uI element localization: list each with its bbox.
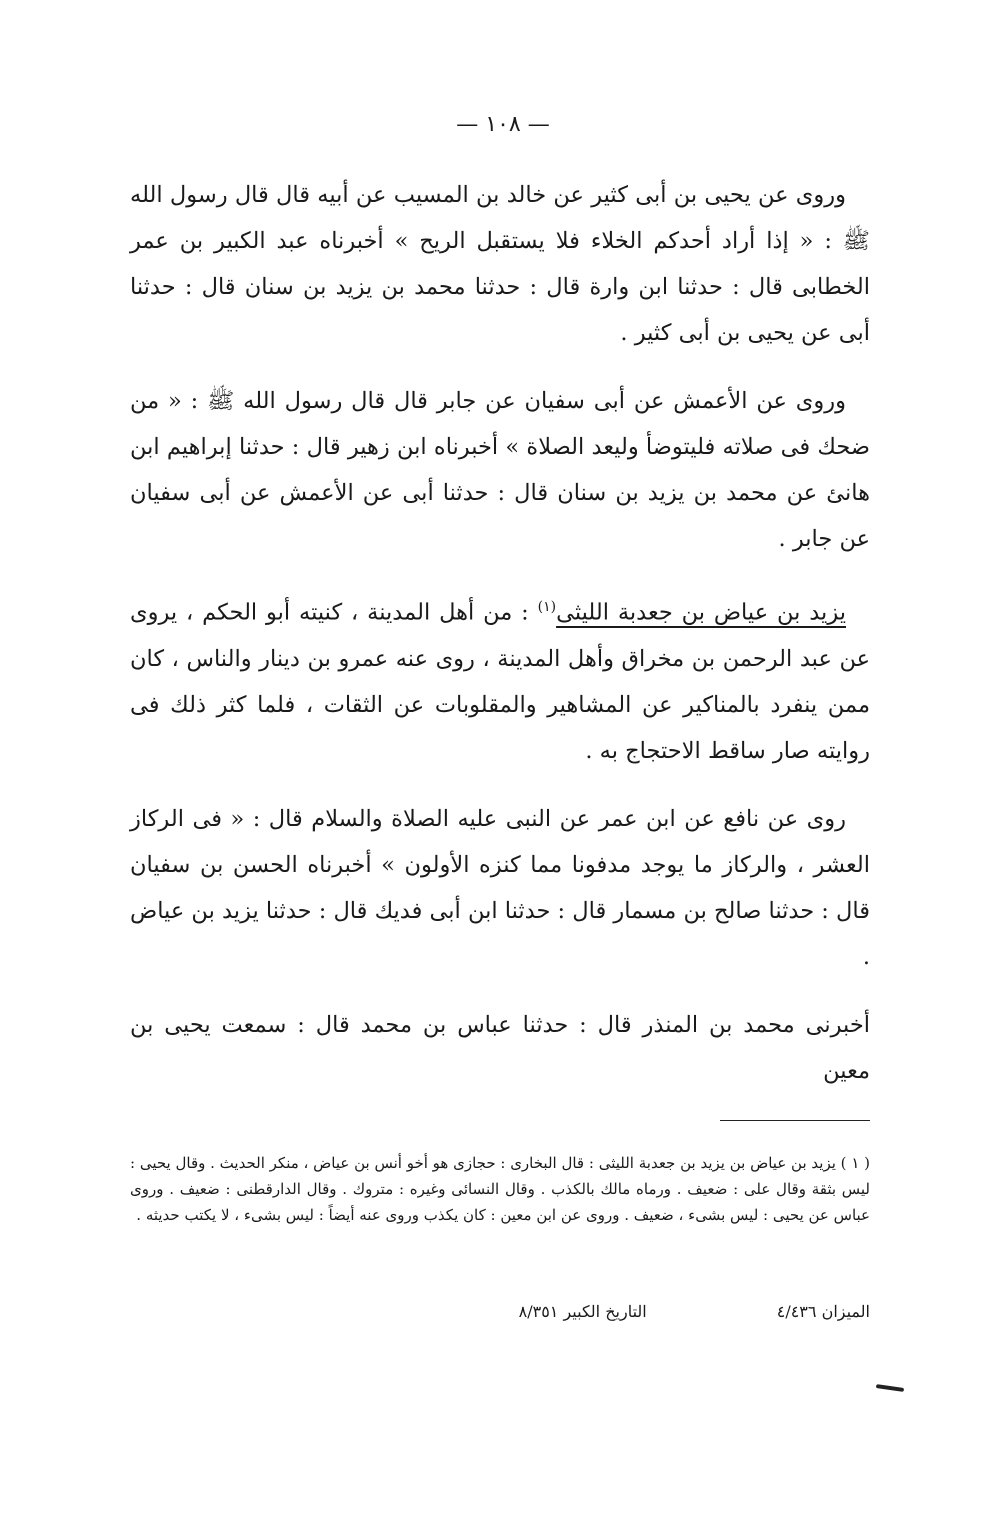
- paragraph-1: وروى عن يحيى بن أبى كثير عن خالد بن المسيب عن أبيه قال قال رسول الله ﷺ : « إذا أراد أحدكم الخلاء فلا يستقبل الريح » أخبرناه عبد الكبير بن عمر الخطابى قال : حدثنا ابن وارة قال : حدثنا محمد بن يزيد بن سنان قال : حدثنا أبى عن يحيى بن أبى كثير .: [130, 182, 870, 346]
- paragraph-4: روى عن نافع عن ابن عمر عن النبى عليه الصلاة والسلام قال : « فى الركاز العشر ، والركاز ما يوجد مدفونا مما كنزه الأولون » أخبرناه الحسن بن سفيان قال : حدثنا صالح بن مسمار قال : حدثنا ابن أبى فديك قال : حدثنا يزيد بن عياض .: [130, 805, 870, 970]
- footnote-marker: (١): [537, 599, 557, 615]
- paragraph-5: أخبرنى محمد بن المنذر قال : حدثنا عباس بن محمد قال : سمعت يحيى بن معين: [130, 1011, 870, 1084]
- footnotes: [130, 1150, 870, 1228]
- paragraph-3: [130, 584, 870, 774]
- reference-mizan: الميزان ٤/٤٣٦: [776, 1302, 870, 1321]
- footnote-1: ( ١ ) يزيد بن عياض بن يزيد بن جعدبة الليثى : قال البخارى : حجازى هو أخو أنس بن عياض ، منكر الحديث . وقال يحيى : ليس بثقة وقال على : ضعيف . ورماه مالك بالكذب . وقال النسائى وغيره : متروك . وقال الدارقطنى : ضعيف . وروى عباس عن يحيى : ليس بشىء ، ضعيف . وروى عن ابن معين : كان يكذب وروى عنه أيضاً : ليس بشىء ، لا يكتب حديثه .: [130, 1154, 870, 1224]
- narrator-name: يزيد بن عياض بن جعدبة الليثى: [556, 599, 846, 626]
- reference-tarikh: التاريخ الكبير ٨/٣٥١: [518, 1302, 647, 1321]
- page-number: — ١٠٨ —: [456, 112, 550, 137]
- main-text: [130, 172, 870, 1116]
- references: [130, 1302, 870, 1321]
- footnote-divider: [720, 1120, 870, 1121]
- paragraph-3-text: : من أهل المدينة ، كنيته أبو الحكم ، يروى عن عبد الرحمن بن مخراق وأهل المدينة ، روى عنه عمرو بن دينار والناس ، كان ممن ينفرد بالمناكير عن المشاهير والمقلوبات عن الثقات ، فلما كثر ذلك فى روايته صار ساقط الاحتجاج به .: [130, 599, 870, 764]
- scan-mark: [876, 1384, 904, 1392]
- paragraph-2: وروى عن الأعمش عن أبى سفيان عن جابر قال قال رسول الله ﷺ : « من ضحك فى صلاته فليتوضأ وليعد الصلاة » أخبرناه ابن زهير قال : حدثنا إبراهيم ابن هانئ عن محمد بن يزيد بن سنان قال : حدثنا أبى عن الأعمش عن أبى سفيان عن جابر .: [130, 388, 870, 552]
